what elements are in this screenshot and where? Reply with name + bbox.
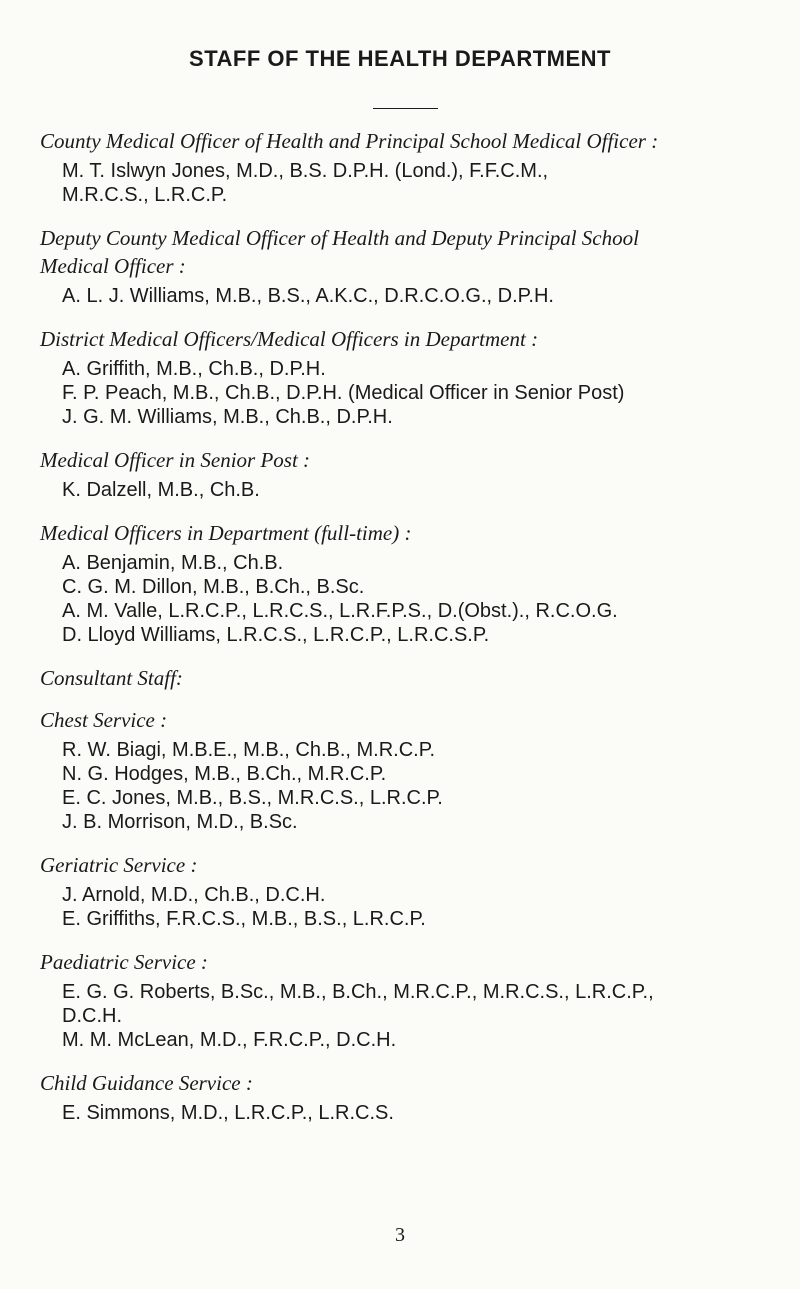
staff-entry: R. W. Biagi, M.B.E., M.B., Ch.B., M.R.C.P. (62, 739, 436, 761)
section-heading: Chest Service : (40, 708, 168, 732)
section-child-guidance-service (40, 1069, 780, 1125)
staff-entry (40, 159, 780, 207)
section-geriatric-service (40, 851, 780, 931)
section-medical-officer-senior-post (40, 446, 780, 502)
section-medical-officers-full-time (40, 519, 780, 647)
staff-entry: E. Griffiths, F.R.C.S., M.B., B.S., L.R.C.P. (62, 908, 426, 930)
page-title: STAFF OF THE HEALTH DEPARTMENT (189, 46, 611, 71)
section-heading: Medical Officers in Department (full-time) : (40, 521, 412, 545)
section-deputy-county-medical-officer (40, 224, 780, 308)
staff-entry: M. M. McLean, M.D., F.R.C.P., D.C.H. (62, 1029, 397, 1051)
section-heading: District Medical Officers/Medical Officers in Department : (40, 327, 539, 351)
staff-entry: F. P. Peach, M.B., Ch.B., D.P.H. (Medical Officer in Senior Post) (62, 382, 625, 404)
staff-entry: A. Benjamin, M.B., Ch.B. (62, 552, 284, 574)
section-heading: Consultant Staff: (40, 666, 183, 690)
section-heading: Geriatric Service : (40, 853, 198, 877)
section-consultant-staff (40, 664, 780, 692)
staff-entry: J. B. Morrison, M.D., B.Sc. (62, 811, 298, 833)
staff-entry: D. Lloyd Williams, L.R.C.S., L.R.C.P., L.R.C.S.P. (62, 624, 490, 646)
section-heading: Child Guidance Service : (40, 1071, 253, 1095)
section-district-medical-officers (40, 325, 780, 429)
staff-entry-text: M. T. Islwyn Jones, M.D., B.S. D.P.H. (Lond.), F.F.C.M., M.R.C.S., L.R.C.P. (62, 160, 549, 206)
section-chest-service (40, 706, 780, 834)
staff-entry: E. Simmons, M.D., L.R.C.P., L.R.C.S. (62, 1102, 394, 1124)
section-heading: Paediatric Service : (40, 950, 208, 974)
staff-entry: E. C. Jones, M.B., B.S., M.R.C.S., L.R.C.P. (62, 787, 443, 809)
section-heading: County Medical Officer of Health and Principal School Medical Officer : (40, 129, 659, 153)
staff-entry: C. G. M. Dillon, M.B., B.Ch., B.Sc. (62, 576, 365, 598)
staff-entry: J. G. M. Williams, M.B., Ch.B., D.P.H. (62, 406, 393, 428)
staff-entry-text: E. G. G. Roberts, B.Sc., M.B., B.Ch., M.R.C.P., M.R.C.S., L.R.C.P., D.C.H. (62, 981, 654, 1027)
section-paediatric-service (40, 948, 780, 1052)
page-number: 3 (395, 1224, 405, 1246)
section-heading: Medical Officer in Senior Post : (40, 448, 311, 472)
staff-entry: N. G. Hodges, M.B., B.Ch., M.R.C.P. (62, 763, 387, 785)
title-divider (373, 108, 438, 109)
staff-list (40, 127, 780, 1142)
section-heading: Deputy County Medical Officer of Health and Deputy Principal School Medical Officer : (40, 226, 639, 278)
staff-entry: J. Arnold, M.D., Ch.B., D.C.H. (62, 884, 326, 906)
staff-entry: A. M. Valle, L.R.C.P., L.R.C.S., L.R.F.P.S., D.(Obst.)., R.C.O.G. (62, 600, 618, 622)
section-county-medical-officer (40, 127, 780, 207)
staff-entry: A. L. J. Williams, M.B., B.S., A.K.C., D.R.C.O.G., D.P.H. (62, 285, 554, 307)
staff-entry (40, 980, 780, 1028)
staff-entry: K. Dalzell, M.B., Ch.B. (62, 479, 260, 501)
staff-entry: A. Griffith, M.B., Ch.B., D.P.H. (62, 358, 326, 380)
